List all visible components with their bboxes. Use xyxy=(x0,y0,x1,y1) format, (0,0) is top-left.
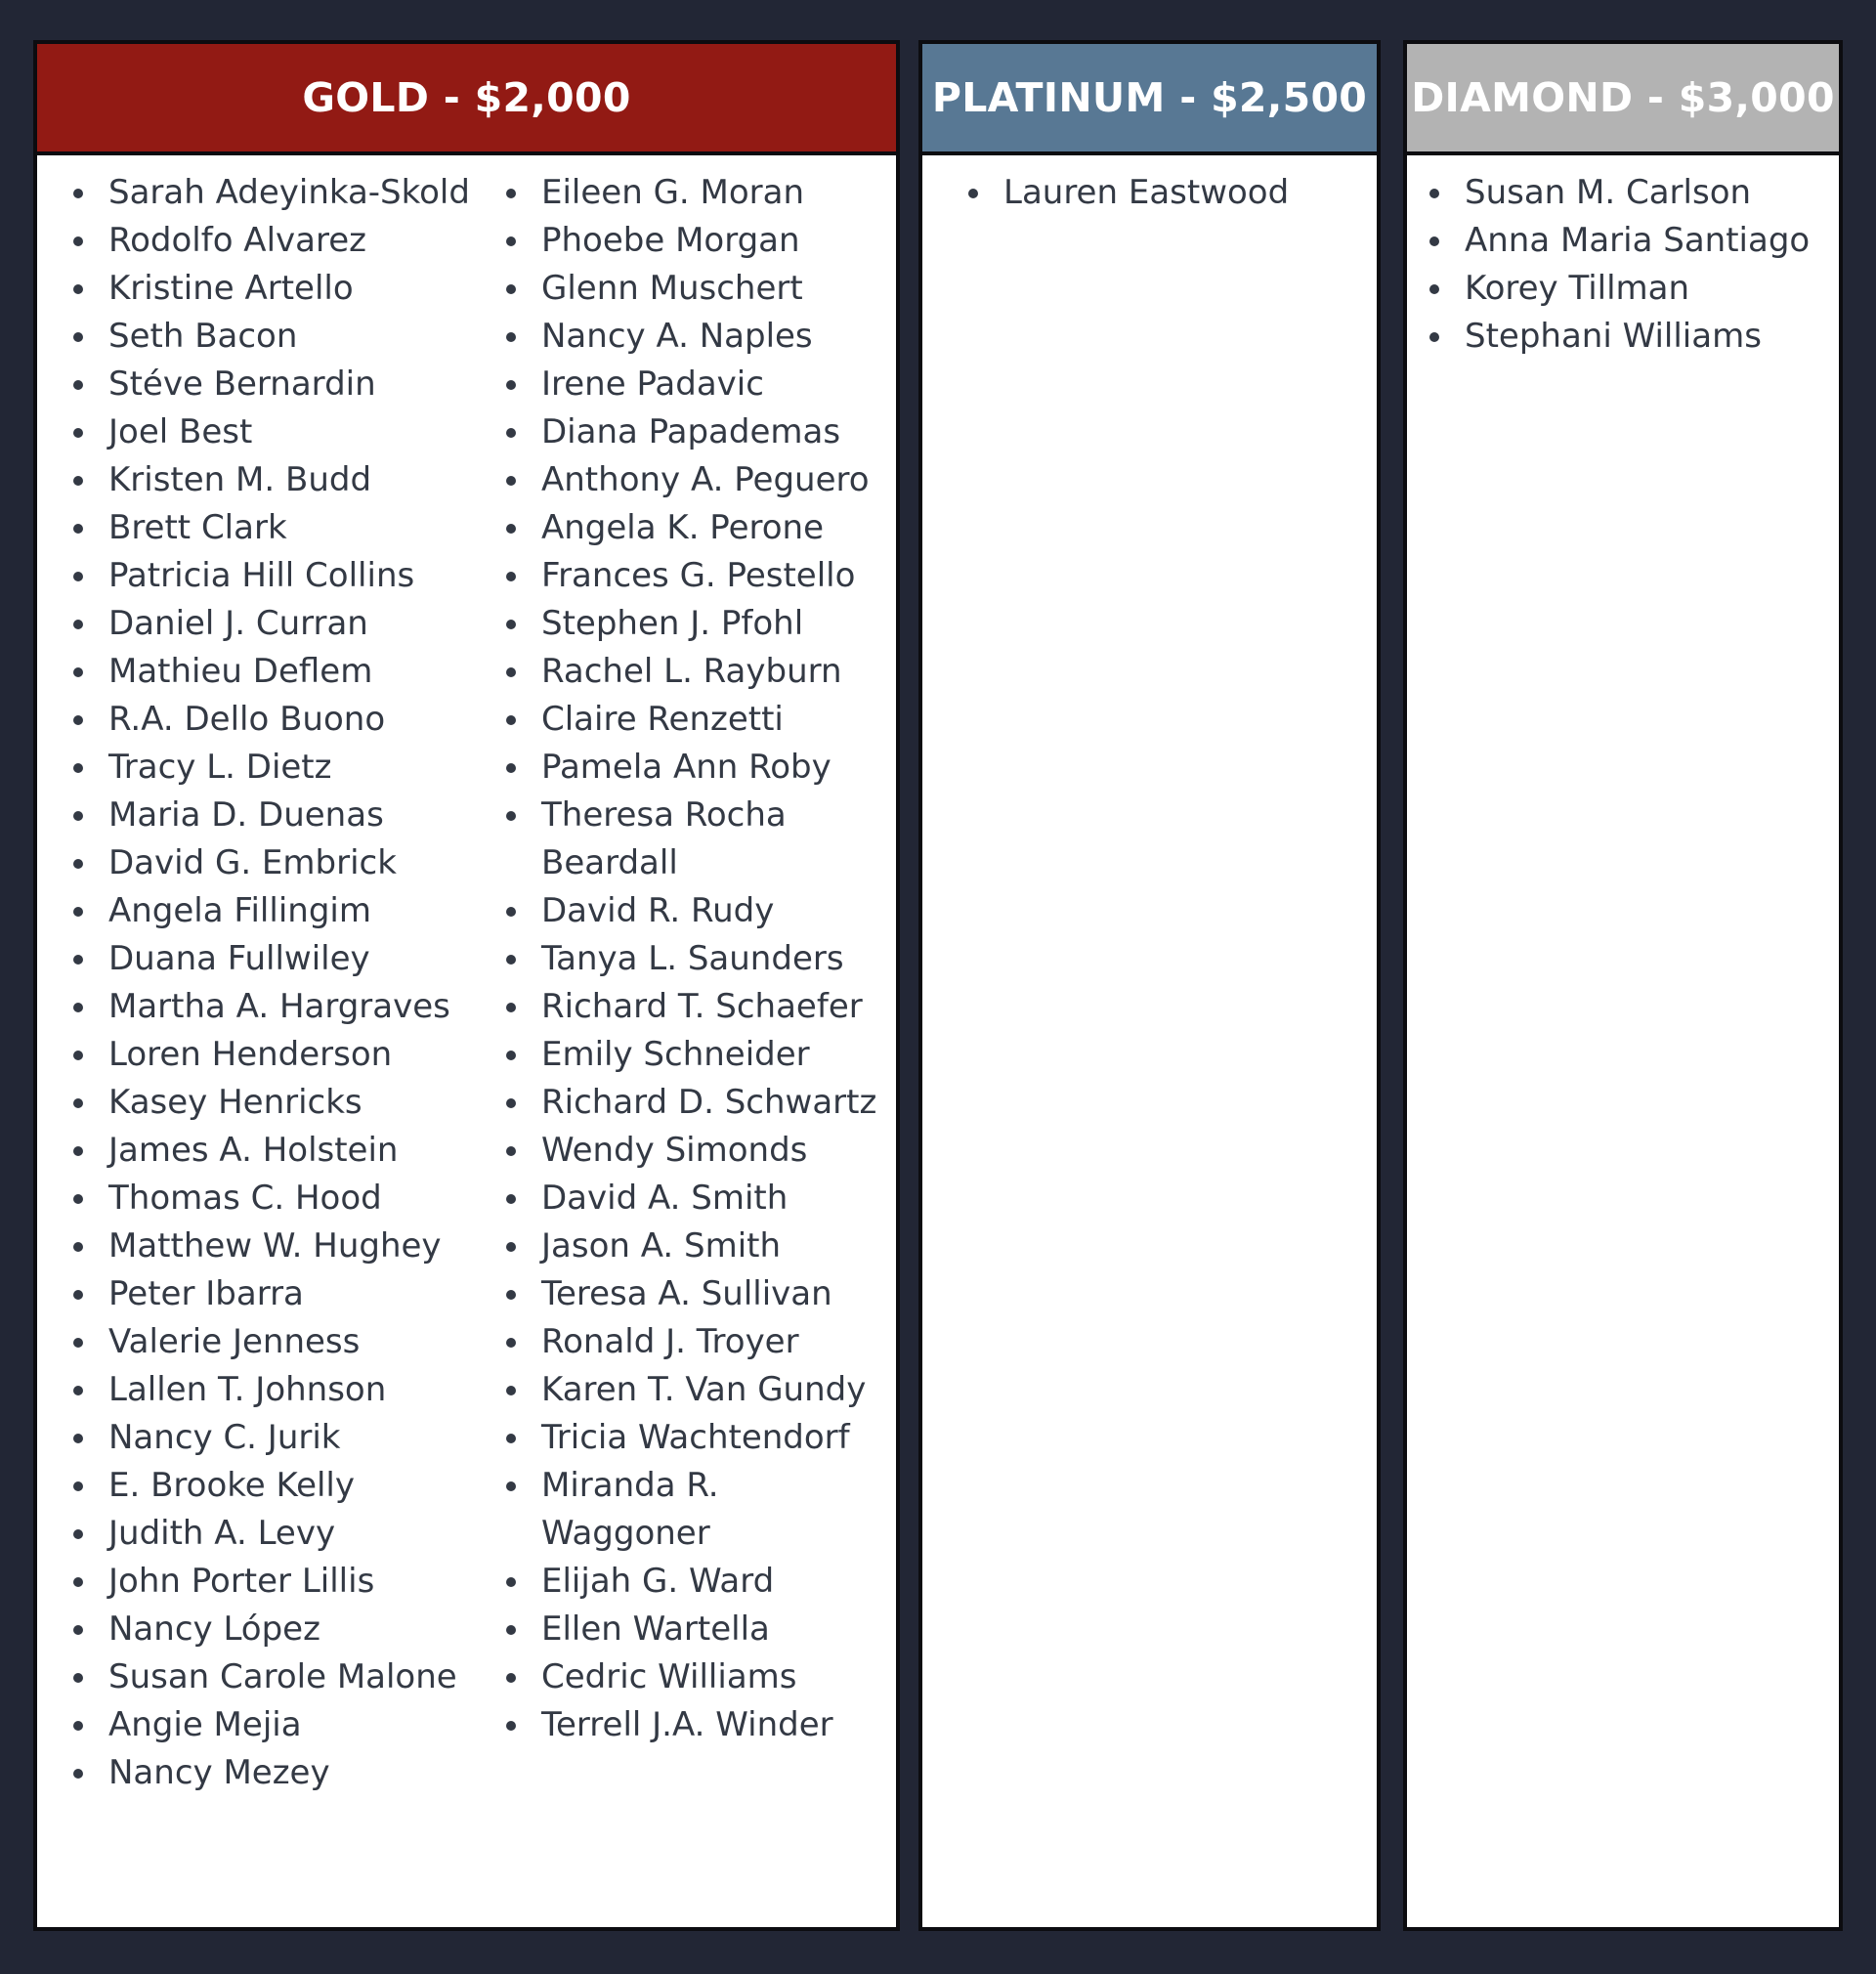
sponsor-name: Rodolfo Alvarez xyxy=(70,217,470,265)
platinum-names-list xyxy=(965,169,1289,217)
sponsor-name: Nancy López xyxy=(70,1606,470,1653)
sponsor-name: Tricia Wachtendorf xyxy=(503,1414,876,1462)
sponsor-name: Joel Best xyxy=(70,408,470,456)
sponsor-name: Claire Renzetti xyxy=(503,696,876,744)
sponsor-name: Peter Ibarra xyxy=(70,1270,470,1318)
sponsor-name: Loren Henderson xyxy=(70,1031,470,1079)
sponsor-name: Beardall xyxy=(541,843,678,882)
sponsor-name: Terrell J.A. Winder xyxy=(503,1701,876,1749)
sponsor-name: E. Brooke Kelly xyxy=(70,1462,470,1510)
sponsor-name: Angela K. Perone xyxy=(503,504,876,552)
sponsor-name: David G. Embrick xyxy=(70,839,470,887)
sponsor-name: James A. Holstein xyxy=(70,1127,470,1175)
sponsor-name: Anthony A. Peguero xyxy=(503,456,876,504)
sponsor-name: Susan Carole Malone xyxy=(70,1653,470,1701)
sponsor-name: Nancy C. Jurik xyxy=(70,1414,470,1462)
sponsor-name: Kasey Henricks xyxy=(70,1079,470,1127)
sponsor-name: David A. Smith xyxy=(503,1175,876,1223)
sponsor-name: Elijah G. Ward xyxy=(503,1558,876,1606)
sponsor-name: Duana Fullwiley xyxy=(70,935,470,983)
sponsor-name: John Porter Lillis xyxy=(70,1558,470,1606)
diamond-names-list xyxy=(1427,169,1810,361)
diamond-tier-header: DIAMOND - $3,000 xyxy=(1407,44,1839,155)
sponsor-name: Waggoner xyxy=(541,1514,710,1553)
sponsor-name: Frances G. Pestello xyxy=(503,552,876,600)
sponsor-name: Cedric Williams xyxy=(503,1653,876,1701)
sponsor-name: Irene Padavic xyxy=(503,361,876,408)
sponsor-name: Angie Mejia xyxy=(70,1701,470,1749)
sponsor-name: Richard T. Schaefer xyxy=(503,983,876,1031)
sponsor-name: Maria D. Duenas xyxy=(70,792,470,839)
gold-names-column-1 xyxy=(70,169,470,1797)
sponsor-name: Matthew W. Hughey xyxy=(70,1223,470,1270)
sponsor-name: Lallen T. Johnson xyxy=(70,1366,470,1414)
sponsor-name: Kristen M. Budd xyxy=(70,456,470,504)
sponsor-name: Angela Fillingim xyxy=(70,887,470,935)
sponsor-name: Nancy Mezey xyxy=(70,1749,470,1797)
sponsor-name: Pamela Ann Roby xyxy=(503,744,876,792)
sponsor-name: Miranda R. xyxy=(503,1462,876,1510)
sponsor-name: Eileen G. Moran xyxy=(503,169,876,217)
sponsor-name: R.A. Dello Buono xyxy=(70,696,470,744)
sponsor-name: Tracy L. Dietz xyxy=(70,744,470,792)
sponsor-name: Lauren Eastwood xyxy=(965,169,1289,217)
sponsor-name: Stéve Bernardin xyxy=(70,361,470,408)
sponsor-name: Susan M. Carlson xyxy=(1427,169,1810,217)
sponsor-name: Karen T. Van Gundy xyxy=(503,1366,876,1414)
sponsor-name: Emily Schneider xyxy=(503,1031,876,1079)
sponsor-name: Seth Bacon xyxy=(70,313,470,361)
sponsor-name: Jason A. Smith xyxy=(503,1223,876,1270)
sponsor-name: Phoebe Morgan xyxy=(503,217,876,265)
sponsor-name: Anna Maria Santiago xyxy=(1427,217,1810,265)
sponsor-name: Mathieu Deflem xyxy=(70,648,470,696)
gold-names-column-2 xyxy=(503,169,876,1749)
sponsor-name: Rachel L. Rayburn xyxy=(503,648,876,696)
platinum-tier-panel xyxy=(918,40,1381,1931)
sponsor-name: Diana Papademas xyxy=(503,408,876,456)
sponsor-name: Martha A. Hargraves xyxy=(70,983,470,1031)
sponsor-name: Patricia Hill Collins xyxy=(70,552,470,600)
sponsor-name: Kristine Artello xyxy=(70,265,470,313)
sponsor-name: Tanya L. Saunders xyxy=(503,935,876,983)
sponsor-name: Valerie Jenness xyxy=(70,1318,470,1366)
sponsor-name: Stephani Williams xyxy=(1427,313,1810,361)
sponsor-name: Richard D. Schwartz xyxy=(503,1079,876,1127)
sponsor-name: Stephen J. Pfohl xyxy=(503,600,876,648)
diamond-tier-panel xyxy=(1403,40,1843,1931)
gold-tier-panel xyxy=(33,40,900,1931)
sponsor-name: Theresa Rocha xyxy=(503,792,876,839)
sponsor-name: Wendy Simonds xyxy=(503,1127,876,1175)
gold-tier-header: GOLD - $2,000 xyxy=(37,44,896,155)
sponsor-name: Ellen Wartella xyxy=(503,1606,876,1653)
sponsor-name: Daniel J. Curran xyxy=(70,600,470,648)
sponsor-name: Korey Tillman xyxy=(1427,265,1810,313)
platinum-tier-header: PLATINUM - $2,500 xyxy=(922,44,1377,155)
sponsor-name: David R. Rudy xyxy=(503,887,876,935)
sponsor-name: Nancy A. Naples xyxy=(503,313,876,361)
sponsor-name: Glenn Muschert xyxy=(503,265,876,313)
sponsor-name: Sarah Adeyinka-Skold xyxy=(70,169,470,217)
sponsor-name: Teresa A. Sullivan xyxy=(503,1270,876,1318)
sponsor-name: Thomas C. Hood xyxy=(70,1175,470,1223)
sponsor-name: Judith A. Levy xyxy=(70,1510,470,1558)
sponsor-name: Ronald J. Troyer xyxy=(503,1318,876,1366)
sponsor-name: Brett Clark xyxy=(70,504,470,552)
